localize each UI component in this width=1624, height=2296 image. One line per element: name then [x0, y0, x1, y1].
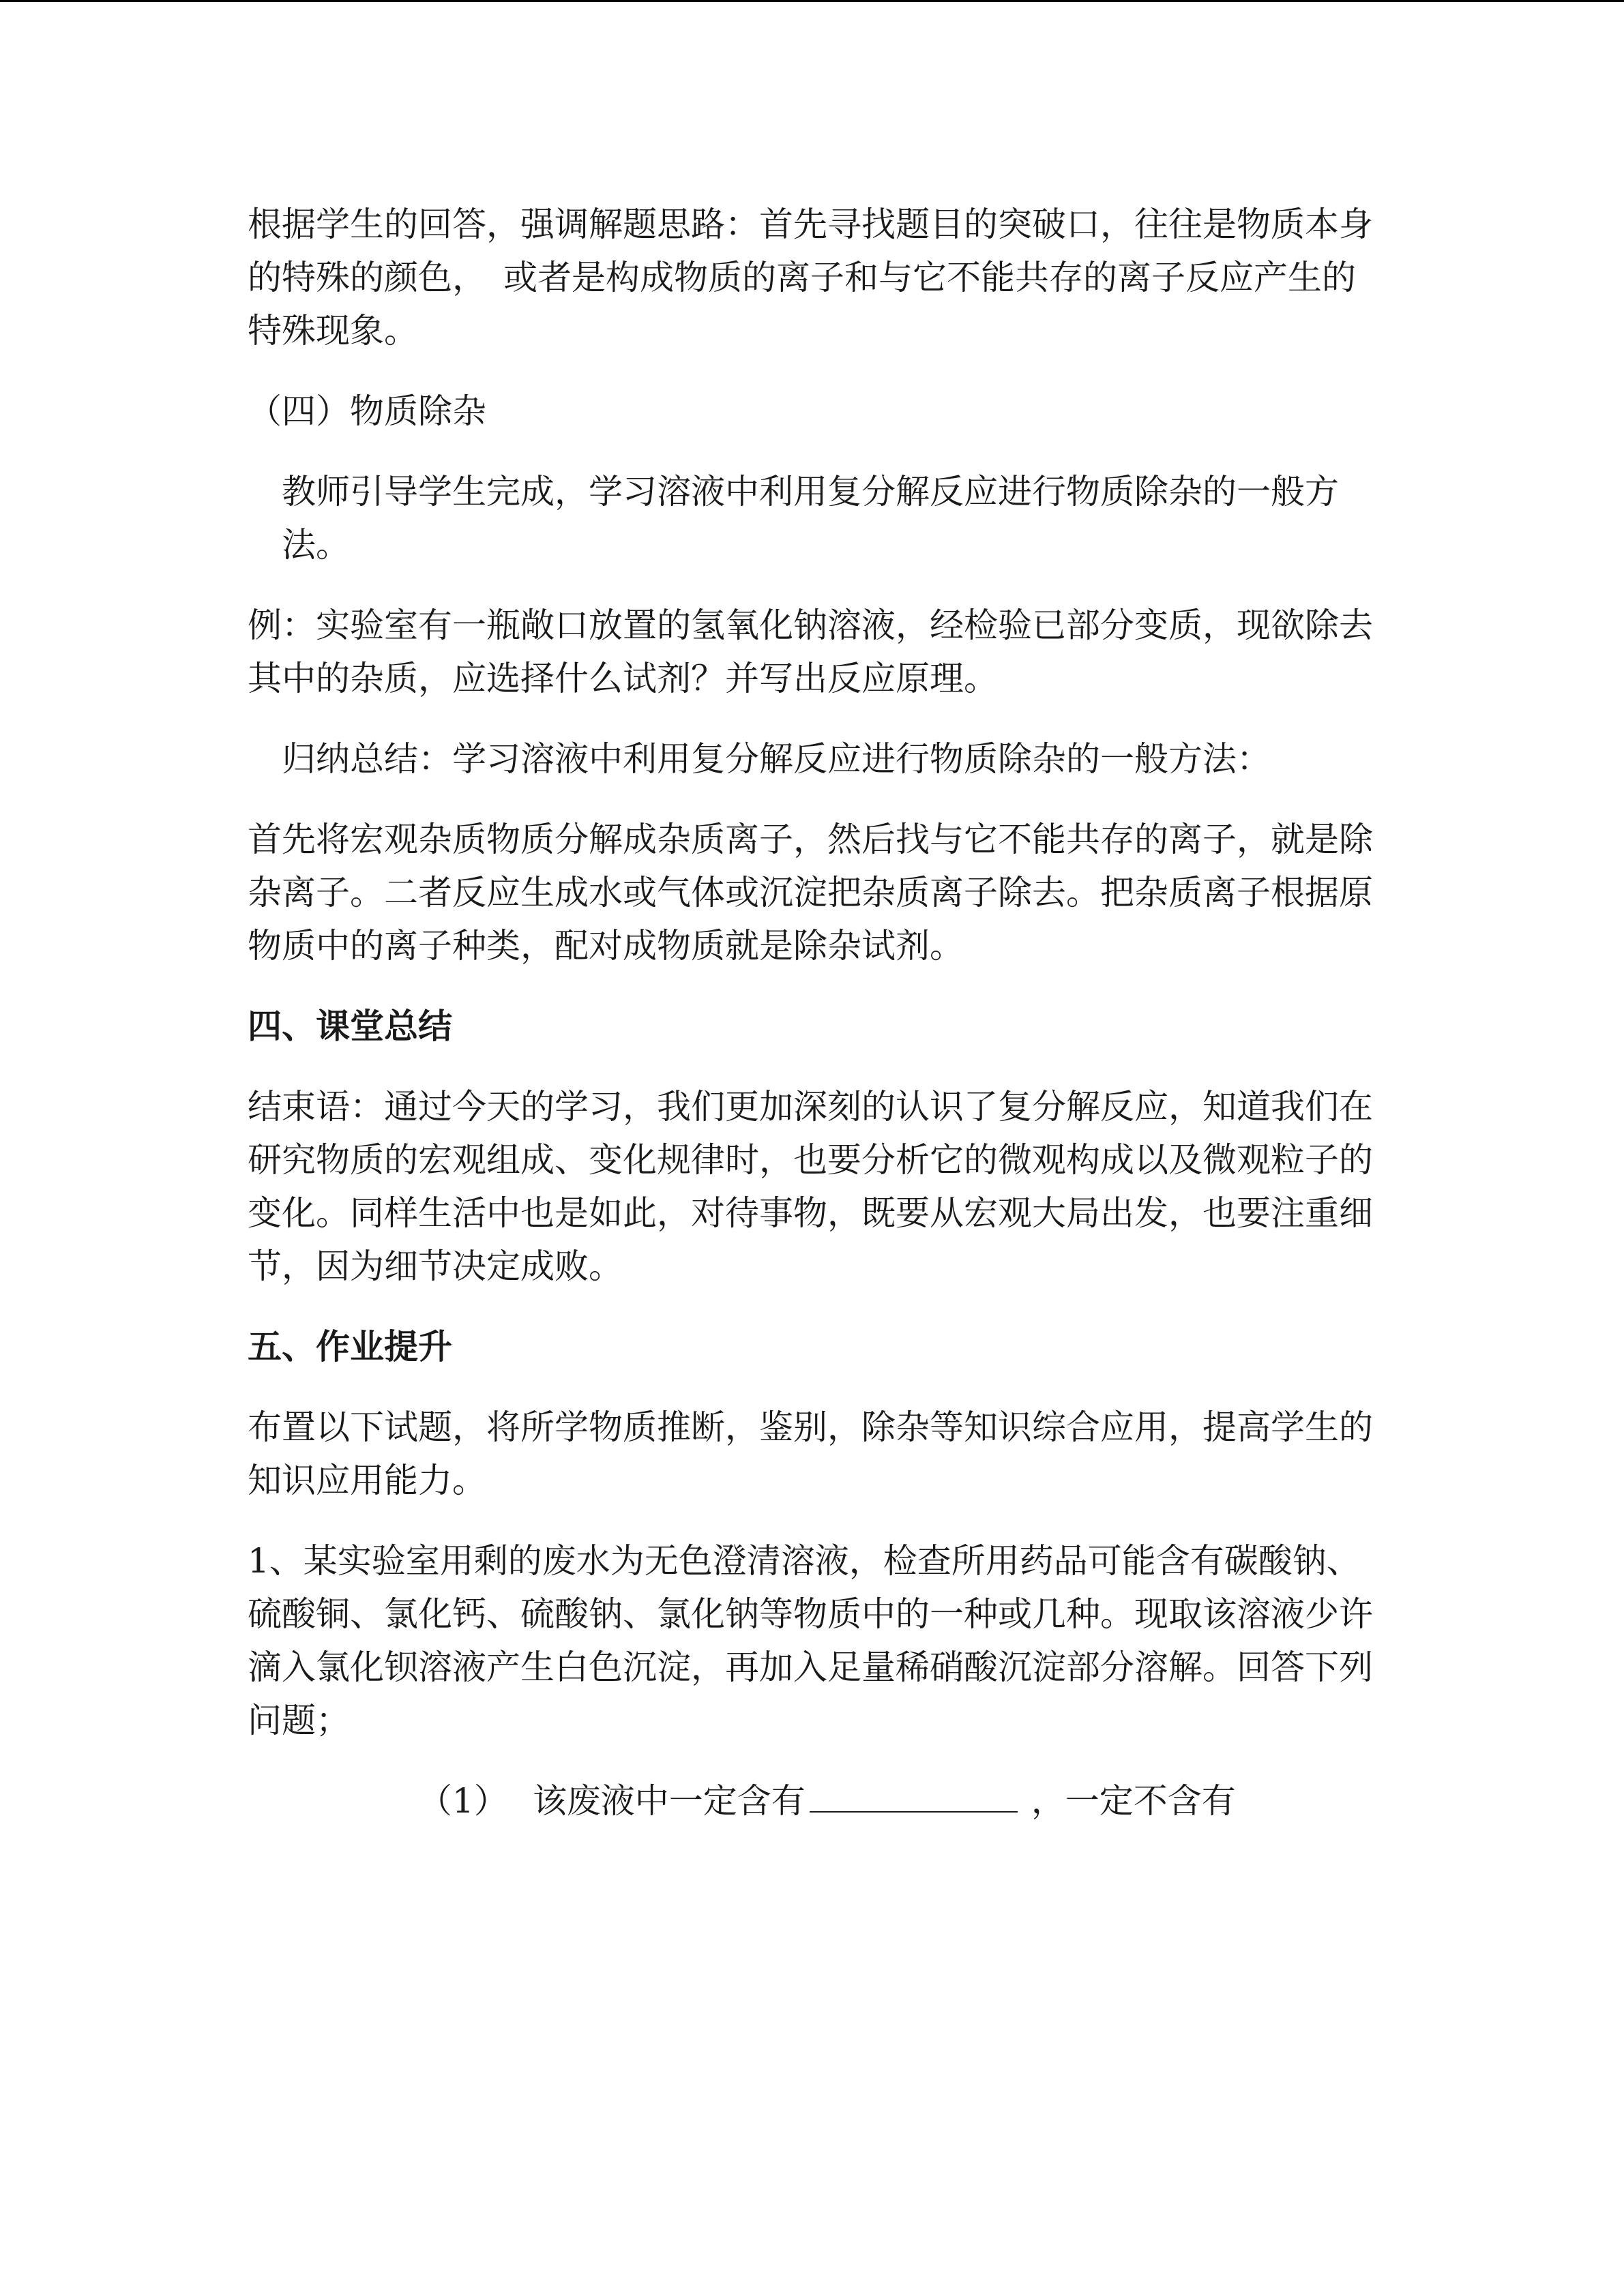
paragraph-method: 首先将宏观杂质物质分解成杂质离子，然后找与它不能共存的离子，就是除杂离子。二者反应生成水或气体或沉淀把杂质离子除去。把杂质离子根据原物质中的离子种类，配对成物质就是除杂试剂。 — [248, 820, 1373, 966]
question-text-after: ，一定不含有 — [1031, 1781, 1236, 1821]
document-body — [248, 198, 1380, 1828]
paragraph-homework-intro: 布置以下试题，将所学物质推断，鉴别，除杂等知识综合应用，提高学生的知识应用能力。 — [248, 1407, 1373, 1500]
page-top-border — [0, 0, 1624, 2]
section-heading-homework: 五、作业提升 — [248, 1326, 452, 1367]
answer-blank[interactable] — [810, 1776, 1018, 1813]
paragraph-solution-approach: 根据学生的回答，强调解题思路：首先寻找题目的突破口，往往是物质本身的特殊的颜色， 或者是构成物质的离子和与它不能共存的离子反应产生的特殊现象。 — [248, 205, 1373, 351]
question-line-1 — [248, 1774, 1380, 1828]
subsection-title-impurity-removal: （四）物质除杂 — [248, 391, 486, 431]
paragraph-summary-intro: 归纳总结：学习溶液中利用复分解反应进行物质除杂的一般方法： — [282, 739, 1271, 779]
question-number: （1） — [418, 1781, 508, 1821]
paragraph-teacher-guidance: 教师引导学生完成，学习溶液中利用复分解反应进行物质除杂的一般方法。 — [282, 472, 1339, 565]
paragraph-closing-remarks: 结束语：通过今天的学习，我们更加深刻的认识了复分解反应，知道我们在研究物质的宏观组成、变化规律时，也要分析它的微观构成以及微观粒子的变化。同样生活中也是如此，对待事物，既要从宏观大局出发，也要注重细节，因为细节决定成败。 — [248, 1087, 1373, 1286]
paragraph-exercise-1: 1、某实验室用剩的废水为无色澄清溶液，检查所用药品可能含有碳酸钠、硫酸铜、氯化钙、硫酸钠、氯化钠等物质中的一种或几种。现取该溶液少许滴入氯化钡溶液产生白色沉淀，再加入足量稀硝酸沉淀部分溶解。回答下列问题； — [248, 1541, 1373, 1740]
paragraph-example: 例：实验室有一瓶敞口放置的氢氧化钠溶液，经检验已部分变质，现欲除去其中的杂质，应选择什么试剂？并写出反应原理。 — [248, 606, 1373, 698]
question-text-before: 该废液中一定含有 — [532, 1781, 806, 1821]
section-heading-class-summary: 四、课堂总结 — [248, 1006, 452, 1046]
